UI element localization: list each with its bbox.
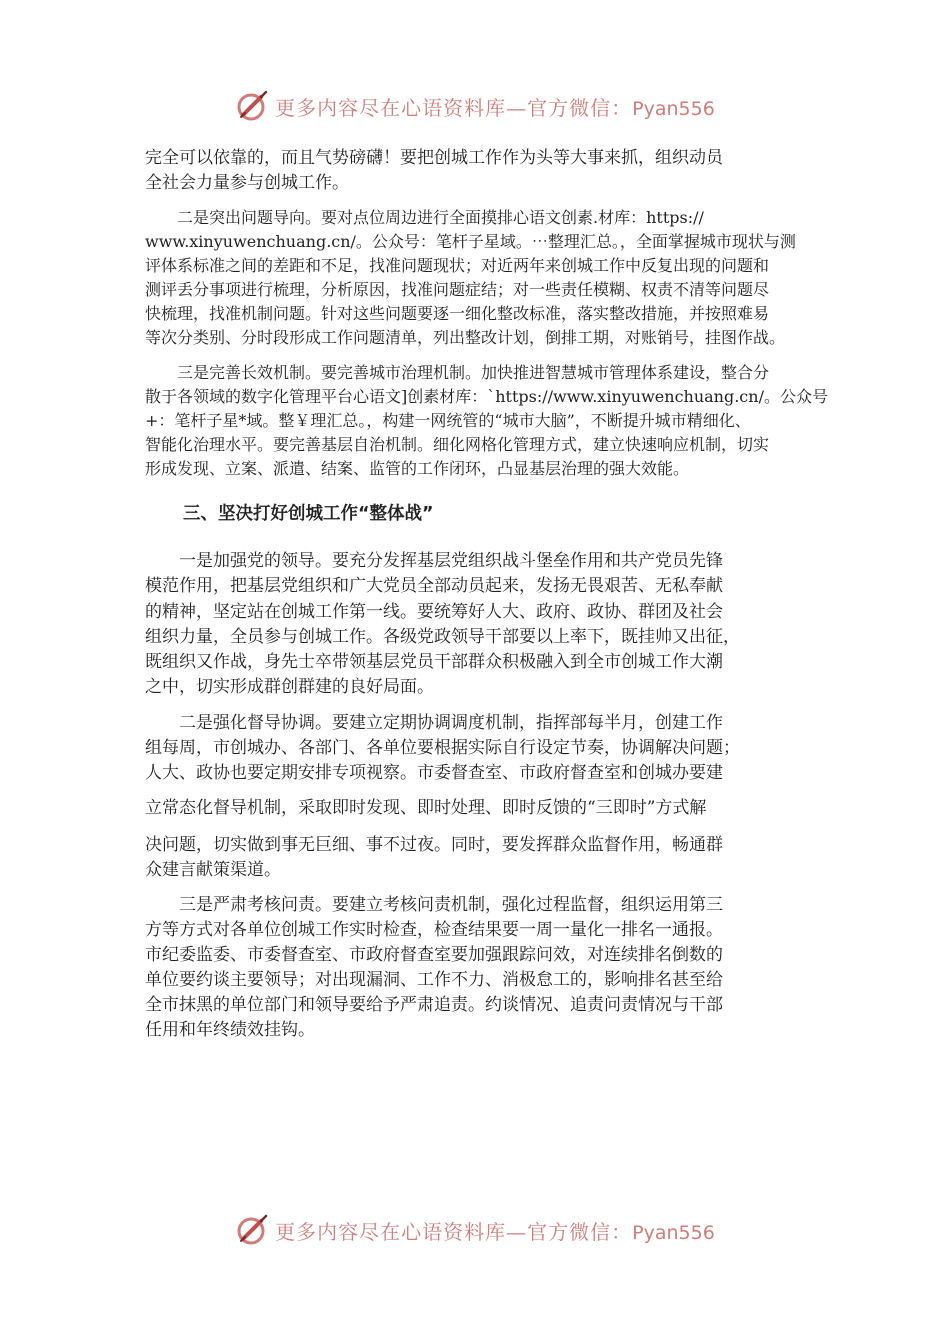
- pen-logo-icon: [235, 1213, 269, 1247]
- paragraph-accountability: 三是严肃考核问责。要建立考核问责机制，强化过程监督，组织运用第三 方等方式对各单位创城工作实时检查，检查结果要一周一量化一排名一通报。 市纪委监委、市委督查室、市政府督查室要加强跟踪问效，对连续排名倒数的 单位要约谈主要领导；对出现漏洞、工作不力、消极怠工的，影响排名甚至给 全市抹黑的单位部门和领导要给予严肃追责。约谈情况、追责问责情况与干部 任用和年终绩效挂钩。: [145, 894, 723, 1040]
- header-banner-text: 更多内容尽在心语资料库—官方微信：Pyan556: [275, 95, 715, 120]
- header-banner: [0, 86, 950, 126]
- footer-banner-text: 更多内容尽在心语资料库—官方微信：Pyan556: [275, 1219, 715, 1244]
- paragraph-party-leadership: 一是加强党的领导。要充分发挥基层党组织战斗堡垒作用和共产党员先锋 模范作用，把基层党组织和广大党员全部动员起来，发扬无畏艰苦、无私奉献 的精神，坚定站在创城工作第一线。要统筹好人大、政府、政协、群团及社会 组织力量，全员参与创城工作。各级党政领导干部要以上率下，既挂帅又出征， 既组织又作战，身先士卒带领基层党员干部群众积极融入到全市创城工作大潮 之中，切实形成群创群建的良好局面。: [145, 551, 740, 698]
- paragraph-long-term-mechanism: 三是完善长效机制。要完善城市治理机制。加快推进智慧城市管理体系建设，整合分 散于各领域的数字化管理平台心语文]创素材库：`https://www.xinyuwenchuang.cn/。公众号 +：笔杆子星*域。整￥理汇总。，构建一网统管的“城市大脑”，不断提升城市精细化、 智能化治理水平。要完善基层自治机制。细化网格化管理方式，建立快速响应机制，切实 形成发现、立案、派遣、结案、监管的工作闭环，凸显基层治理的强大效能。: [145, 363, 828, 478]
- pen-logo-icon: [235, 89, 269, 123]
- paragraph-problem-orientation: 二是突出问题导向。要对点位周边进行全面摸排心语文创素.材库：https:// www.xinyuwenchuang.cn/。公众号：笔杆子星域。⋯整理汇总。，全面掌握城市现状与测 评体系标准之间的差距和不足，找准问题现状；对近两年来创城工作中反复出现的问题和 测评丢分事项进行梳理，分析原因，找准问题症结；对一些责任模糊、权责不清等问题尽 快梳理，找准机制问题。针对这些问题要逐一细化整改标准，落实整改措施，并按照难易 等次分类别、分时段形成工作问题清单，列出整改计划，倒排工期，对账销号，挂图作战。: [145, 208, 796, 347]
- document-body: [145, 146, 828, 1043]
- section-heading: 三、坚决打好创城工作“整体战”: [183, 504, 434, 524]
- paragraph-supervision-line: 立常态化督导机制，采取即时发现、即时处理、即时反馈的“三即时”方式解: [145, 797, 707, 818]
- paragraph-supervision: 二是强化督导协调。要建立定期协调调度机制，指挥部每半月，创建工作 组每周，市创城办、各部门、各单位要根据实际自行设定节奏，协调解决问题； 人大、政协也要定期安排专项视察。市委督查室、市政府督查室和创城办要建: [145, 712, 740, 783]
- paragraph-continuation: 完全可以依靠的，而且气势磅礴！要把创城工作作为头等大事来抓，组织动员 全社会力量参与创城工作。: [145, 148, 723, 193]
- footer-banner: [0, 1210, 950, 1250]
- paragraph-supervision-end: 决问题，切实做到事无巨细、事不过夜。同时，要发挥群众监督作用，畅通群 众建言献策渠道。: [145, 834, 723, 880]
